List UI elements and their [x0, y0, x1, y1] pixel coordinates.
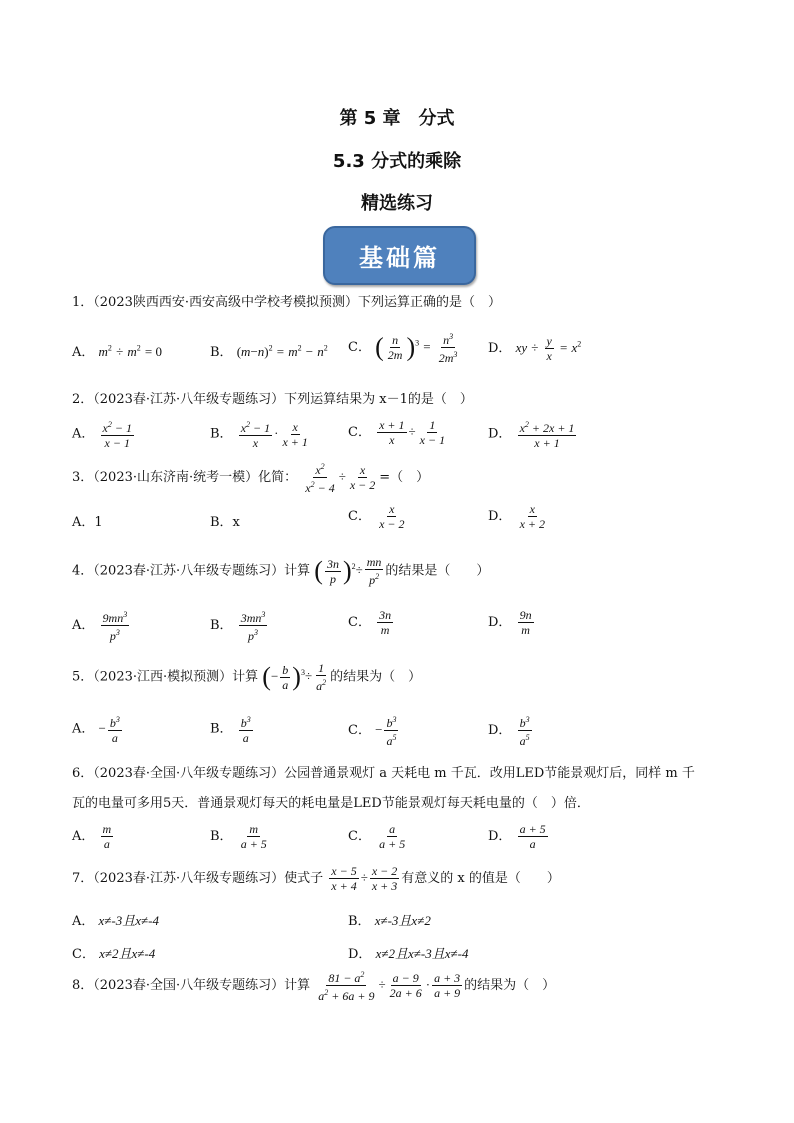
chapter-title: 第 5 章 分式 — [339, 108, 455, 129]
option-label: A． — [72, 618, 95, 633]
q3-option-c: C． $\frac{x}{x - 2}$ — [348, 502, 405, 531]
option-label: C． — [348, 425, 371, 440]
q4-option-b: B． $\frac{3mn^3}{p^3}$ — [210, 610, 266, 643]
option-label: C． — [348, 340, 371, 355]
stem-text: 5．（2023·江西·模拟预测）计算 — [72, 669, 259, 685]
q5-option-d: D． $\frac{b^3}{a^5}$ — [488, 715, 530, 748]
option-label: B． — [210, 721, 233, 737]
question-4-stem: 4．（2023春·江苏·八年级专题练习）计算 ( $\frac{3n}{p}$ )$^2$÷ $\frac{mn}{p^2}$ 的结果是（ ） — [72, 555, 490, 587]
q7-option-a — [72, 910, 159, 929]
option-text: x≠-3且x≠-4 — [98, 913, 159, 928]
q1-option-d: D． xy ÷ $\frac{y}{x}$ = $x^2$ — [488, 334, 582, 363]
q3-option-b: B．x — [210, 515, 240, 530]
q5-option-c: C． − $\frac{b^3}{a^5}$ — [348, 715, 397, 748]
question-6-stem: 6．（2023春·全国·八年级专题练习）公园普通景观灯 a 天耗电 m 千瓦．改用LED节能景观灯后，同样 m 千 — [72, 766, 695, 781]
level-banner — [323, 226, 476, 285]
q5-option-b: B． $\frac{b^3}{a}$ — [210, 715, 251, 745]
question-5-stem: 5．（2023·江西·模拟预测）计算 (− $\frac{b}{a}$ )$^3$÷ $\frac{1}{a^2}$ 的结果为（ ） — [72, 661, 422, 693]
option-label: D． — [488, 829, 512, 844]
stem-text: 3．（2023·山东济南·统考一模）化简： — [72, 470, 298, 485]
option-label: D． — [488, 426, 512, 442]
q1-option-a: A． $m^2 \div m^2 = 0$ — [72, 343, 162, 360]
option-label: A． — [72, 426, 95, 442]
q6-option-a: A． $\frac{m}{a}$ — [72, 822, 112, 851]
option-label: B． — [210, 426, 233, 442]
question-1-stem: 1．（2023陕西西安·西安高级中学校考模拟预测）下列运算正确的是（ ） — [72, 295, 501, 310]
q4-option-c: C． $\frac{3n}{m}$ — [348, 608, 392, 637]
q7-option-c — [72, 943, 155, 962]
stem-end: 的结果是（ ） — [385, 563, 490, 579]
stem-text: 8．（2023春·全国·八年级专题练习）计算 — [72, 978, 311, 993]
q6-option-b: B． $\frac{m}{a + 5}$ — [210, 822, 267, 851]
stem-end: =（ ） — [379, 470, 430, 485]
question-6-stem-line2: 瓦的电量可多用5天．普通景观灯每天的耗电量是LED节能景观灯每天耗电量的（ ）倍． — [72, 796, 590, 811]
q7-option-b — [348, 910, 431, 929]
option-label: A． — [72, 829, 95, 844]
subtitle: 精选练习 — [361, 193, 433, 214]
option-label: A． — [72, 721, 95, 737]
banner-label: 基础篇 — [359, 243, 440, 272]
stem-end: 有意义的 x 的值是（ ） — [401, 871, 560, 886]
question-3-stem: 3．（2023·山东济南·统考一模）化简： $\frac{x^2}{x^2 - 4}$ ÷ $\frac{x}{x - 2}$ =（ ） — [72, 462, 430, 495]
section-title: 5.3 分式的乘除 — [332, 151, 462, 172]
option-label: C． — [348, 829, 371, 844]
q4-option-a: A． $\frac{9mn^3}{p^3}$ — [72, 610, 128, 643]
question-2-stem: 2．（2023春·江苏·八年级专题练习）下列运算结果为 x－1的是（ ） — [72, 392, 473, 407]
option-label: A． — [72, 345, 95, 360]
stem-text: 4．（2023春·江苏·八年级专题练习）计算 — [72, 563, 311, 579]
q3-option-a: A．1 — [72, 515, 103, 530]
q6-option-c: C． $\frac{a}{a + 5}$ — [348, 822, 406, 851]
option-label: B． — [348, 914, 371, 929]
option-label: C． — [348, 723, 371, 738]
q4-option-d: D． $\frac{9n}{m}$ — [488, 608, 532, 637]
q2-option-d: D． $\frac{x^2 + 2x + 1}{x + 1}$ — [488, 420, 575, 450]
option-label: D． — [488, 723, 512, 738]
stem-end: 的结果为（ ） — [464, 978, 556, 993]
question-7-stem: 7．（2023春·江苏·八年级专题练习）使式子 $\frac{x - 5}{x + 4}$ ÷ $\frac{x - 2}{x + 3}$ 有意义的 x 的值是（ ） — [72, 864, 560, 893]
option-label: D． — [488, 509, 512, 524]
stem-end: 的结果为（ ） — [330, 669, 422, 685]
q2-option-a: A． $\frac{x^2 - 1}{x - 1}$ — [72, 420, 132, 450]
option-text: x≠-3且x≠2 — [374, 913, 431, 928]
question-8-stem: 8．（2023春·全国·八年级专题练习）计算 $\frac{81 - a^2}{a^2 + 6a + 9}$ ÷ $\frac{a - 9}{2a + 6}$ · $\frac{a + 3}{a + 9}$ 的结果为（ ） — [72, 970, 556, 1003]
q1-option-b: B． $(m-n)^2 = m^2 - n^2$ — [210, 343, 328, 360]
option-label: B． — [210, 345, 233, 360]
option-label: D． — [488, 341, 512, 356]
q2-option-c: C． $\frac{x + 1}{x}$ ÷ $\frac{1}{x - 1}$ — [348, 418, 446, 447]
q6-option-d: D． $\frac{a + 5}{a}$ — [488, 822, 546, 851]
stem-text: 7．（2023春·江苏·八年级专题练习）使式子 — [72, 871, 324, 886]
option-label: B． — [210, 829, 233, 844]
option-label: D． — [348, 947, 372, 962]
option-text: x≠2且x≠-3且x≠-4 — [375, 946, 469, 961]
q5-option-a: A． − $\frac{b^3}{a}$ — [72, 715, 120, 745]
option-text: x≠2且x≠-4 — [99, 946, 156, 961]
option-label: A． — [72, 914, 95, 929]
option-label: C． — [348, 509, 371, 524]
option-label: C． — [72, 947, 95, 962]
q1-option-c: C． ( $\frac{n}{2m}$ )$^3$ = $\frac{n^3}{2m^3}$ — [348, 332, 458, 365]
q2-option-b: B． $\frac{x^2 - 1}{x}$ · $\frac{x}{x + 1}$ — [210, 419, 308, 450]
q3-option-d: D． $\frac{x}{x + 2}$ — [488, 502, 546, 531]
option-label: B． — [210, 618, 233, 633]
option-label: D． — [488, 615, 512, 630]
option-label: C． — [348, 615, 371, 630]
q7-option-d — [348, 943, 468, 962]
